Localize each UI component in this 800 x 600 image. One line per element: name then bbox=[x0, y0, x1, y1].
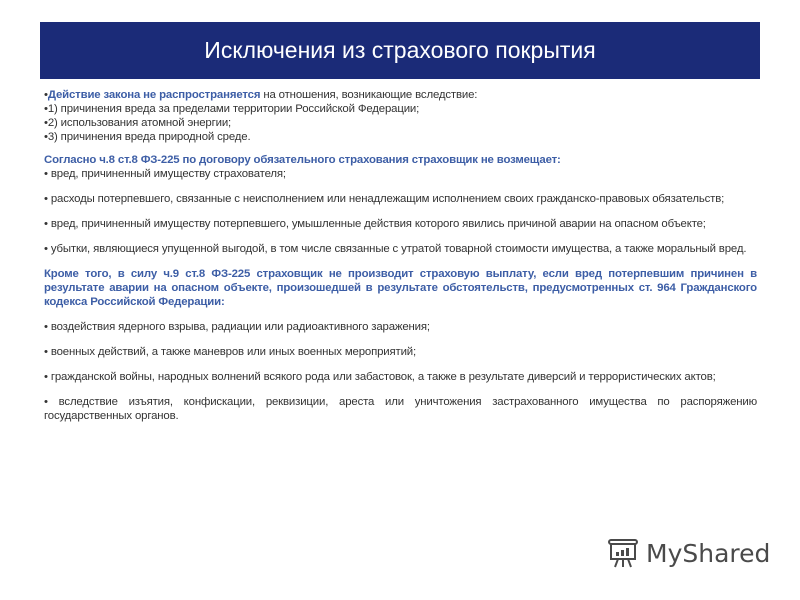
intro-bold: Действие закона не распространяется bbox=[47, 89, 261, 101]
intro-item: •1) причинения вреда за пределами территории Российской Федерации; bbox=[44, 103, 420, 115]
page-title: Исключения из страхового покрытия bbox=[204, 37, 596, 63]
section1-heading: Согласно ч.8 ст.8 ФЗ-225 по договору обязательного страхования страховщик не возмещает: bbox=[44, 154, 561, 166]
slide-content bbox=[44, 88, 757, 423]
section1-item: • вред, причиненный имуществу страхователя; bbox=[44, 168, 286, 180]
section2-heading: Кроме того, в силу ч.9 ст.8 ФЗ-225 страховщик не производит страховую выплату, если вред потерпевшим причинен в результате аварии на опасном объекте, произошедшей в результате обстоятельств, предусмотренных ст. 964 Гражданского кодекса Российской Федерации: bbox=[44, 268, 757, 308]
section1-item: • вред, причиненный имуществу потерпевшего, умышленные действия которого явились причиной аварии на опасном объекте; bbox=[44, 218, 706, 230]
intro-line: •Действие закона не распространяется на отношения, возникающие вследствие: bbox=[44, 89, 478, 101]
section1-item: • расходы потерпевшего, связанные с неисполнением или ненадлежащим исполнением своих гражданско-правовых обязательств; bbox=[44, 193, 725, 205]
intro-item: •3) причинения вреда природной среде. bbox=[44, 131, 251, 143]
intro-item: •2) использования атомной энергии; bbox=[44, 117, 232, 129]
section2-item: • гражданской войны, народных волнений всякого рода или забастовок, а также в результате диверсий и террористических актов; bbox=[44, 371, 716, 383]
section1-item: • убытки, являющиеся упущенной выгодой, в том числе связанные с утратой товарной стоимости имущества, а также моральный вред. bbox=[44, 243, 747, 255]
myshared-logo bbox=[606, 537, 770, 569]
presentation-board-icon bbox=[606, 537, 640, 569]
logo-text: MyShared bbox=[646, 538, 771, 568]
title-bar bbox=[40, 22, 760, 79]
intro-rest: на отношения, возникающие вследствие: bbox=[260, 89, 478, 101]
section2-item: • военных действий, а также маневров или иных военных мероприятий; bbox=[44, 346, 417, 358]
section2-item: • вследствие изъятия, конфискации, реквизиции, ареста или уничтожения застрахованного имущества по распоряжению государственных органов. bbox=[44, 396, 757, 422]
section2-item: • воздействия ядерного взрыва, радиации или радиоактивного заражения; bbox=[44, 321, 430, 333]
